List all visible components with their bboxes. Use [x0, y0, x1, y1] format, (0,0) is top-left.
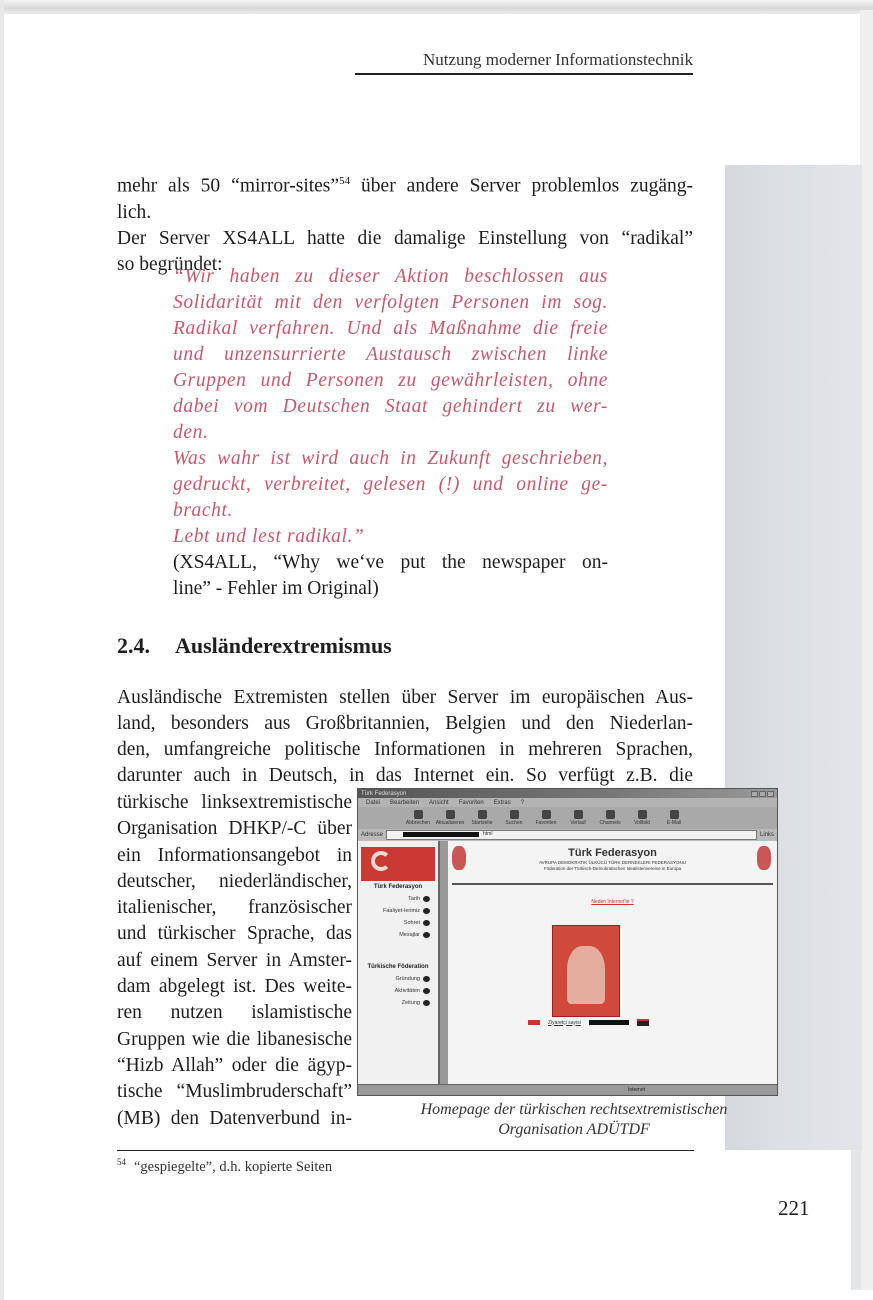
quote-line: Was wahr ist wird auch in Zukunft geschrieben, — [173, 448, 608, 469]
sidebar-link: Zeitung — [358, 1000, 430, 1006]
footnote-text: “gespiegelte”, d.h. kopierte Seiten — [134, 1158, 333, 1175]
emblem-icon — [452, 846, 466, 870]
bullet-icon — [423, 976, 430, 982]
bullet-icon — [423, 1000, 430, 1006]
wrapped-paragraph — [117, 790, 352, 1132]
history-icon — [574, 810, 583, 819]
scan-top-edge — [0, 0, 873, 14]
text-line: dam abgelegt ist. Des weite- — [117, 976, 352, 998]
text-line: auf einem Server in Amster- — [117, 949, 352, 971]
quote-line: Solidarität mit den verfolgten Personen im sog. — [173, 292, 608, 313]
text-line: und türkischer Sprache, das — [117, 923, 352, 945]
site-main — [448, 841, 777, 1084]
text-line: mehr als 50 “mirror-sites”$^{54}$ über andere Server problemlos zugäng- — [117, 175, 693, 197]
text-line: den, umfangreiche politische Informationen in mehreren Sprachen, — [117, 739, 693, 760]
menu-item: Ansicht — [429, 799, 449, 806]
site-subtitle: AVRUPA DEMOKRATIK ÜLKÜCÜ TÜRK DERNEKLERI FEDERASYONU — [539, 860, 686, 865]
text-line: deutscher, niederländischer, — [117, 870, 352, 892]
margin-band-lower — [851, 1150, 861, 1290]
sidebar-link: Aktivitäten — [358, 988, 430, 994]
toolbar-button: Channels — [600, 810, 620, 826]
menu-item: Datei — [366, 799, 381, 806]
maximize-icon — [759, 791, 766, 797]
links-label: Links — [759, 831, 774, 838]
sidebar-section: Türkische Föderation — [367, 964, 429, 970]
section-number: 2.4. — [117, 633, 150, 658]
home-icon — [478, 810, 487, 819]
fullscreen-icon — [638, 810, 647, 819]
crescent-icon — [371, 851, 391, 871]
text-line: Ausländische Extremisten stellen über Server im europäischen Aus- — [117, 687, 693, 708]
footnote — [117, 1157, 332, 1176]
window-titlebar — [358, 789, 777, 798]
toolbar-button: Favoriten — [536, 810, 556, 826]
toolbar-button: Aktualisieren — [440, 810, 460, 826]
quote-line: Lebt und lest radikal.” — [173, 526, 365, 547]
sidebar-link: Tarih — [358, 896, 430, 902]
status-bar: Internet — [358, 1084, 777, 1096]
wolf-figure — [567, 946, 605, 1004]
bullet-icon — [423, 920, 430, 926]
quote-line: dabei vom Deutschen Staat gehindert zu wer- — [173, 396, 608, 417]
emblem-icon — [757, 846, 771, 870]
text-line: ein Informationsangebot in — [117, 844, 352, 866]
footnote-number: 54 — [117, 1157, 126, 1167]
sidebar-title: Türk Federasyon — [373, 884, 423, 890]
flag-mini — [528, 1020, 540, 1025]
footnote-ref[interactable]: 54 — [339, 175, 351, 187]
sidebar-scrollbar — [439, 841, 448, 1084]
quote-line: Radikal verfahren. Und als Maßnahme die freie — [173, 318, 608, 339]
site-sidebar — [358, 841, 439, 1084]
redacted-url — [403, 832, 479, 837]
flag-image — [361, 847, 435, 881]
search-icon — [510, 810, 519, 819]
address-bar — [358, 829, 777, 840]
bullet-icon — [423, 896, 430, 902]
menu-item: Extras — [493, 799, 511, 806]
toolbar-button: Suchen — [504, 810, 524, 826]
minimize-icon — [751, 791, 758, 797]
footnote-rule — [117, 1150, 694, 1151]
text-line: (XS4ALL, “Why we‘ve put the newspaper on- — [173, 552, 608, 573]
stop-icon — [414, 810, 423, 819]
page-number: 221 — [778, 1196, 810, 1220]
bullet-icon — [423, 988, 430, 994]
quote-line: und unzensurrierte Austausch zwischen linke — [173, 344, 608, 365]
text-line: (MB) den Datenverbund in- — [117, 1107, 352, 1129]
quote-line: den. — [173, 422, 209, 443]
menu-item: Favoriten — [458, 799, 484, 806]
text-line: Organisation DHKP/-C über — [117, 818, 352, 840]
menu-item: ? — [520, 799, 525, 806]
text-line: ren nutzen islamistische — [117, 1002, 352, 1024]
text-line: line” - Fehler im Original) — [173, 578, 379, 599]
quote-line: gedruckt, verbreitet, gelesen (!) und online ge- — [173, 474, 608, 495]
site-subtitle-2: Föderation der Türkisch-Demokratischen Idealistenvereine in Europa — [543, 866, 682, 871]
sidebar-link: Faaliyet-lerimiz — [358, 908, 430, 914]
toolbar-button: Verlauf — [568, 810, 588, 826]
text-line: “Hizb Allah” oder die ägyp- — [117, 1054, 352, 1076]
text-line: Der Server XS4ALL hatte die damalige Einstellung von “radikal” — [117, 227, 693, 249]
toolbar-button: E-Mail — [664, 810, 684, 826]
text-line: darunter auch in Deutsch, in das Internet ein. So verfügt z.B. die — [117, 765, 693, 786]
address-label: Adresse — [361, 831, 384, 838]
page-viewport — [358, 841, 777, 1084]
section-heading — [117, 633, 392, 659]
text-line: tische “Muslimbruderschaft” — [117, 1081, 352, 1103]
scan-left-edge — [0, 0, 4, 1300]
refresh-icon — [446, 810, 455, 819]
mail-icon — [670, 810, 679, 819]
address-input: html — [386, 830, 757, 840]
bullet-icon — [423, 908, 430, 914]
text-line: türkische linksextremistische — [117, 792, 352, 813]
browser-screenshot-figure — [357, 788, 778, 1096]
flag-mini — [637, 1019, 649, 1026]
browser-toolbar — [358, 807, 777, 829]
text-line: lich. — [117, 201, 152, 223]
text-line: italienischer, französischer — [117, 897, 352, 919]
visitor-counter: Ziyaretçi sayisi — [528, 1019, 649, 1026]
channels-icon — [606, 810, 615, 819]
favorites-icon — [542, 810, 551, 819]
window-title: Türk Federasyon — [361, 790, 407, 797]
bullet-icon — [423, 932, 430, 938]
toolbar-button: Startseite — [472, 810, 492, 826]
toolbar-button: Vollbild — [632, 810, 652, 826]
text-line: land, besonders aus Großbritannien, Belgien und den Niederlan- — [117, 713, 693, 734]
header-rule — [355, 73, 693, 75]
sidebar-link: Sohret — [358, 920, 430, 926]
block-quote — [173, 264, 608, 550]
site-link: Neden Internet'te ? — [591, 899, 634, 905]
quote-source — [173, 550, 608, 602]
sidebar-link: Gründung — [358, 976, 430, 982]
quote-line: Gruppen und Personen zu gewährleisten, ohne — [173, 370, 608, 391]
quote-line: “Wir haben zu dieser Aktion beschlossen aus — [173, 266, 608, 287]
menu-item: Bearbeiten — [390, 799, 420, 806]
figure-caption: Homepage der türkischen rechtsextremistischen Organisation ADÜTDF — [420, 1101, 728, 1138]
toolbar-button: Abbrechen — [408, 810, 428, 826]
section-paragraph — [117, 685, 693, 789]
sidebar-link: Mesajlar — [358, 932, 430, 938]
counter-value — [589, 1020, 629, 1025]
text-line: Gruppen wie die libanesische — [117, 1028, 352, 1050]
section-title: Ausländerextremismus — [175, 633, 392, 658]
site-rule — [452, 883, 773, 885]
close-icon — [767, 791, 774, 797]
intro-paragraph — [117, 168, 693, 278]
wolf-photo — [552, 925, 620, 1017]
menu-bar — [358, 798, 777, 807]
text-line: so begründet: — [117, 253, 223, 275]
site-title: Türk Federasyon — [568, 847, 657, 859]
quote-line: bracht. — [173, 500, 233, 521]
running-head: Nutzung moderner Informationstechnik — [422, 50, 693, 69]
